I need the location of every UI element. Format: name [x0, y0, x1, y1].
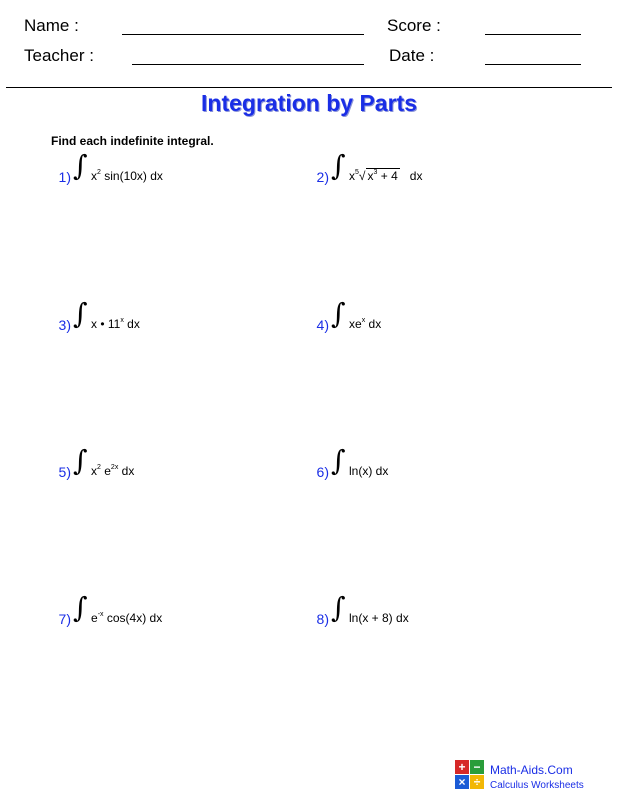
integral-sign: ∫ — [73, 297, 88, 330]
integral-sign: ∫ — [73, 149, 88, 182]
header-divider — [6, 87, 612, 88]
integral-sign: ∫ — [331, 149, 346, 182]
expr-part: xe — [349, 317, 362, 331]
expr-part: x — [367, 169, 374, 183]
expr-part: e — [91, 611, 98, 625]
instructions: Find each indefinite integral. — [51, 134, 214, 148]
plus-icon: + — [455, 760, 469, 774]
expr-part: dx — [365, 317, 382, 331]
integrand — [349, 169, 422, 183]
problem-number: 4) — [316, 317, 329, 333]
times-icon: × — [455, 775, 469, 789]
integrand — [91, 317, 140, 331]
radical-sign: √ — [358, 169, 366, 183]
problem-number: 3) — [58, 317, 71, 333]
integrand — [91, 464, 134, 478]
site-link[interactable]: Math-Aids.Com — [490, 763, 573, 777]
expr-part: sin(10x) dx — [100, 169, 163, 183]
score-label: Score : — [387, 16, 441, 35]
integrand — [349, 317, 381, 331]
square-root — [359, 169, 400, 183]
score-field-line[interactable] — [485, 34, 581, 35]
problem-number: 7) — [58, 611, 71, 627]
integrand — [349, 464, 388, 478]
expr-part: dx — [123, 317, 140, 331]
problem-number: 5) — [58, 464, 71, 480]
site-subtitle: Calculus Worksheets — [490, 780, 584, 791]
integrand — [349, 611, 409, 625]
expr-part: x — [349, 169, 355, 183]
teacher-field-line[interactable] — [132, 64, 364, 65]
exponent: x — [361, 317, 366, 324]
integral-sign: ∫ — [331, 444, 346, 477]
math-aids-logo-icon[interactable] — [455, 760, 485, 790]
expr-part: cos(4x) dx — [103, 611, 163, 625]
integrand — [91, 169, 163, 183]
teacher-label: Teacher : — [24, 46, 94, 65]
exponent: 5 — [355, 169, 359, 176]
date-label: Date : — [389, 46, 435, 65]
radicand — [366, 168, 400, 183]
integral-sign: ∫ — [331, 591, 346, 624]
expr-part: e — [100, 464, 111, 478]
expr-part: dx — [118, 464, 135, 478]
page-title: Integration by Parts — [201, 90, 417, 116]
expr-part: ln(x + 8) dx — [349, 611, 409, 625]
expr-part: x • 11 — [91, 317, 121, 331]
problem-number: 8) — [316, 611, 329, 627]
exponent: x — [120, 317, 124, 324]
problem-number: 1) — [58, 169, 71, 185]
exponent: -x — [97, 611, 104, 618]
expr-part: dx — [406, 169, 423, 183]
expr-part: ln(x) dx — [349, 464, 389, 478]
date-field-line[interactable] — [485, 64, 581, 65]
problem-number: 2) — [316, 169, 329, 185]
name-field-line[interactable] — [122, 34, 364, 35]
exponent: 2x — [110, 464, 119, 471]
integral-sign: ∫ — [73, 444, 88, 477]
name-label: Name : — [24, 16, 79, 35]
integral-sign: ∫ — [73, 591, 88, 624]
minus-icon: − — [470, 760, 484, 774]
expr-part: x — [91, 464, 97, 478]
problem-number: 6) — [316, 464, 329, 480]
exponent: 2 — [97, 464, 101, 471]
expr-part: x — [91, 169, 97, 183]
integrand — [91, 611, 162, 625]
integral-sign: ∫ — [331, 297, 346, 330]
exponent: 2 — [97, 169, 101, 176]
divide-icon: ÷ — [470, 775, 484, 789]
exponent: 3 — [373, 169, 378, 176]
expr-part: + 4 — [377, 169, 398, 183]
